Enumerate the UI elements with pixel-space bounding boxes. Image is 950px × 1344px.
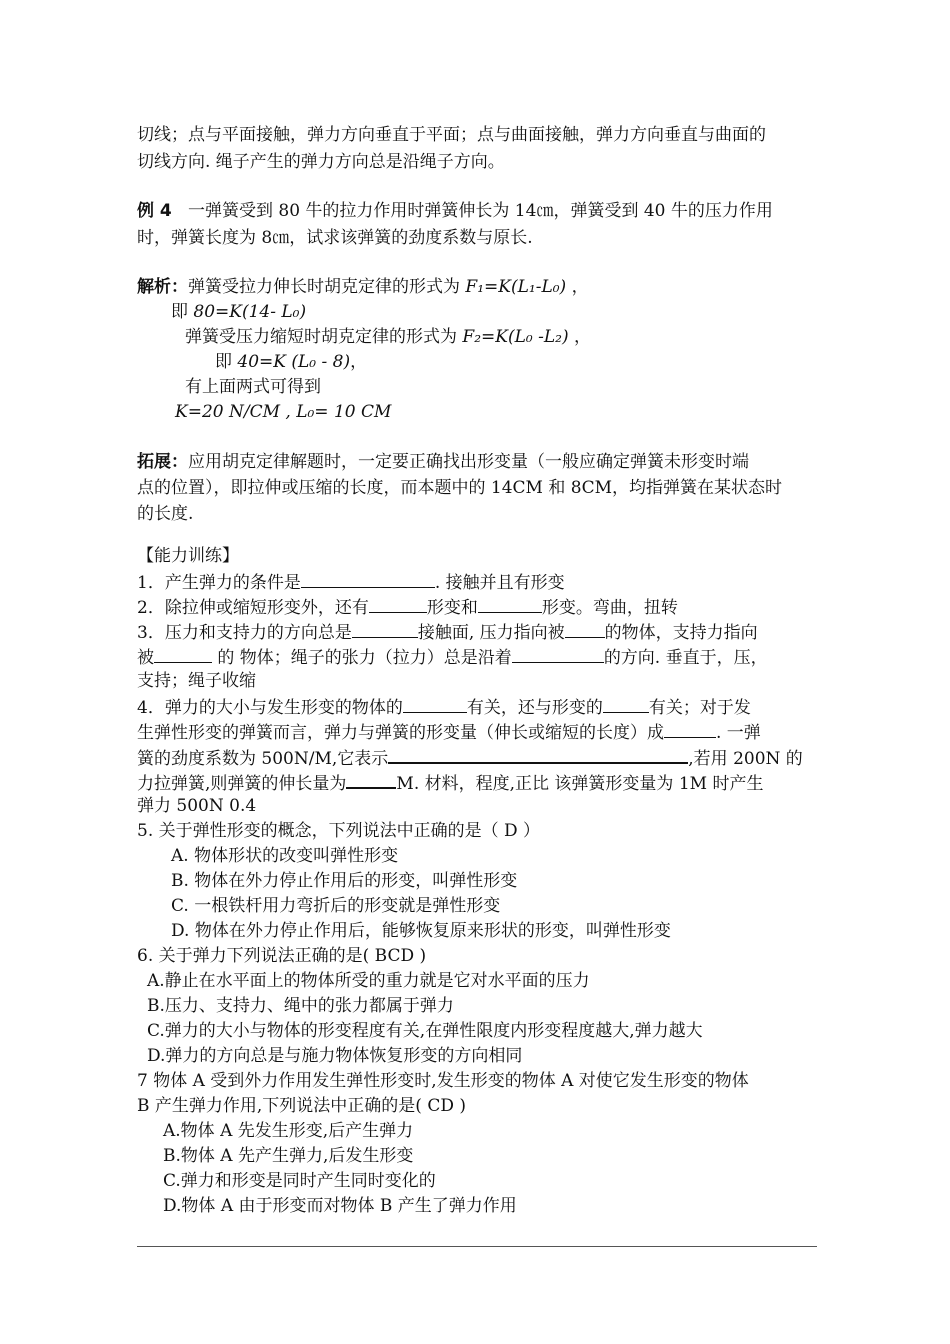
q5-option-b: B. 物体在外力停止作用后的形变，叫弹性形变 <box>171 871 518 891</box>
q4-blank-5 <box>346 769 396 789</box>
q2-blank-2 <box>478 594 542 613</box>
q7-option-a: A.物体 A 先发生形变,后产生弹力 <box>163 1121 414 1141</box>
solution-prefix-2: 即 <box>171 302 194 322</box>
q4-text-f: 簧的劲度系数为 500N/M,它表示 <box>137 749 389 769</box>
solution-line-4 <box>215 350 367 374</box>
question-5: 5. 关于弹性形变的概念，下列说法中正确的是（ D ） <box>137 821 541 841</box>
extension-line-1 <box>137 450 749 474</box>
solution-tail-1: ， <box>566 277 589 297</box>
solution-line-2 <box>171 300 306 324</box>
q4-text-g: ,若用 200N 的 <box>688 749 803 769</box>
q2-text-c: 形变。弯曲，扭转 <box>541 598 678 618</box>
question-4-line-4 <box>137 769 763 793</box>
q6-option-c: C.弹力的大小与物体的形变程度有关,在弹性限度内形变程度越大,弹力越大 <box>147 1021 703 1041</box>
question-2 <box>137 594 678 618</box>
q4-blank-2 <box>603 694 649 713</box>
q7-option-c: C.弹力和形变是同时产生同时变化的 <box>163 1171 436 1191</box>
q5-option-a: A. 物体形状的改变叫弹性形变 <box>171 846 399 866</box>
formula-f1: F₁=K(L₁-L₀) <box>465 277 567 297</box>
q3-blank-3 <box>154 644 212 663</box>
q3-text-b: 接触面, 压力指向被 <box>417 623 565 643</box>
question-3-line-3: 支持；绳子收缩 <box>137 671 256 691</box>
extension-line-3: 的长度. <box>137 504 194 524</box>
q4-text-a: 4．弹力的大小与发生形变的物体的 <box>137 698 403 718</box>
q7-option-b: B.物体 A 先产生弹力,后发生形变 <box>163 1146 414 1166</box>
example-4-line-2: 时，弹簧长度为 8㎝，试求该弹簧的劲度系数与原长. <box>137 228 533 248</box>
q4-blank-4 <box>388 744 688 764</box>
intro-line-1: 切线；点与平面接触，弹力方向垂直于平面；点与曲面接触，弹力方向垂直与曲面的 <box>137 125 766 145</box>
example-4-line-1 <box>137 199 773 223</box>
formula-equation-2: 40=K (L₀ - 8) <box>237 352 351 372</box>
q4-text-c: 有关；对于发 <box>648 698 751 718</box>
q2-text-a: 2．除拉伸或缩短形变外，还有 <box>137 598 369 618</box>
solution-result: K=20 N/CM , L₀= 10 CM <box>175 402 392 422</box>
question-4-line-3 <box>137 744 803 768</box>
question-4-line-2 <box>137 719 761 743</box>
footer-divider <box>137 1246 817 1247</box>
solution-line-1 <box>137 275 589 299</box>
formula-equation-1: 80=K(14- L₀) <box>193 302 307 322</box>
solution-text-3: 弹簧受压力缩短时胡克定律的形式为 <box>185 327 463 347</box>
q3-text-e: 的 物体；绳子的张力（拉力）总是沿着 <box>212 648 512 668</box>
q5-option-d: D. 物体在外力停止作用后，能够恢复原来形状的形变，叫弹性形变 <box>171 921 671 941</box>
question-7-line-1: 7 物体 A 受到外力作用发生弹性形变时,发生形变的物体 A 对使它发生形变的物体 <box>137 1071 749 1091</box>
solution-text-1: 弹簧受拉力伸长时胡克定律的形式为 <box>188 277 466 297</box>
solution-prefix-4: 即 <box>215 352 238 372</box>
q4-blank-3 <box>664 719 716 738</box>
q2-text-b: 形变和 <box>426 598 478 618</box>
q4-text-i: M. 材料，程度,正比 该弹簧形变量为 1M 时产生 <box>396 774 764 794</box>
question-6: 6. 关于弹力下列说法正确的是( BCD ) <box>137 946 427 966</box>
training-heading: 【能力训练】 <box>137 546 239 566</box>
q6-option-d: D.弹力的方向总是与施力物体恢复形变的方向相同 <box>147 1046 523 1066</box>
extension-label: 拓展： <box>137 452 188 472</box>
solution-tail-4: ， <box>350 352 368 372</box>
solution-label: 解析： <box>137 277 188 297</box>
q6-option-a: A.静止在水平面上的物体所受的重力就是它对水平面的压力 <box>147 971 590 991</box>
q4-text-b: 有关，还与形变的 <box>466 698 603 718</box>
intro-line-2: 切线方向. 绳子产生的弹力方向总是沿绳子方向。 <box>137 152 505 172</box>
extension-line-2: 点的位置），即拉伸或压缩的长度，而本题中的 14CM 和 8CM，均指弹簧在某状态时 <box>137 478 782 498</box>
q3-text-c: 的物体，支持力指向 <box>604 623 758 643</box>
q6-option-b: B.压力、支持力、绳中的张力都属于弹力 <box>147 996 454 1016</box>
q4-text-e: . 一弹 <box>716 723 761 743</box>
extension-text-1: 应用胡克定律解题时，一定要正确找出形变量（一般应确定弹簧未形变时端 <box>188 452 749 472</box>
q1-text-b: . 接触并且有形变 <box>434 573 565 593</box>
q5-option-c: C. 一根铁杆用力弯折后的形变就是弹性形变 <box>171 896 501 916</box>
solution-line-5: 有上面两式可得到 <box>185 377 321 397</box>
q2-blank-1 <box>369 594 427 613</box>
q4-text-d: 生弹性形变的弹簧而言，弹力与弹簧的形变量（伸长或缩短的长度）成 <box>137 723 664 743</box>
example-4-label: 例 4 <box>137 201 172 221</box>
question-3-line-1 <box>137 619 758 643</box>
q3-text-f: 的方向. 垂直于，压， <box>603 648 768 668</box>
q3-text-a: 3．压力和支持力的方向总是 <box>137 623 352 643</box>
q1-blank <box>301 569 435 588</box>
example-4-text-1: 一弹簧受到 80 牛的拉力作用时弹簧伸长为 14㎝，弹簧受到 40 牛的压力作用 <box>187 201 773 221</box>
question-1 <box>137 569 565 593</box>
formula-f2: F₂=K(L₀ -L₂) <box>462 327 569 347</box>
q3-blank-1 <box>352 619 418 638</box>
solution-line-3 <box>185 325 591 349</box>
question-7-line-2: B 产生弹力作用,下列说法中正确的是( CD ) <box>137 1096 467 1116</box>
q3-blank-4 <box>512 644 604 663</box>
q3-blank-2 <box>565 619 605 638</box>
question-3-line-2 <box>137 644 768 668</box>
solution-tail-3: ， <box>568 327 591 347</box>
q3-text-d: 被 <box>137 648 154 668</box>
q4-blank-1 <box>403 694 467 713</box>
q4-text-h: 力拉弹簧,则弹簧的伸长量为 <box>137 774 347 794</box>
q1-text-a: 1．产生弹力的条件是 <box>137 573 301 593</box>
question-4-line-5: 弹力 500N 0.4 <box>137 796 257 816</box>
q7-option-d: D.物体 A 由于形变而对物体 B 产生了弹力作用 <box>163 1196 517 1216</box>
question-4-line-1 <box>137 694 751 718</box>
